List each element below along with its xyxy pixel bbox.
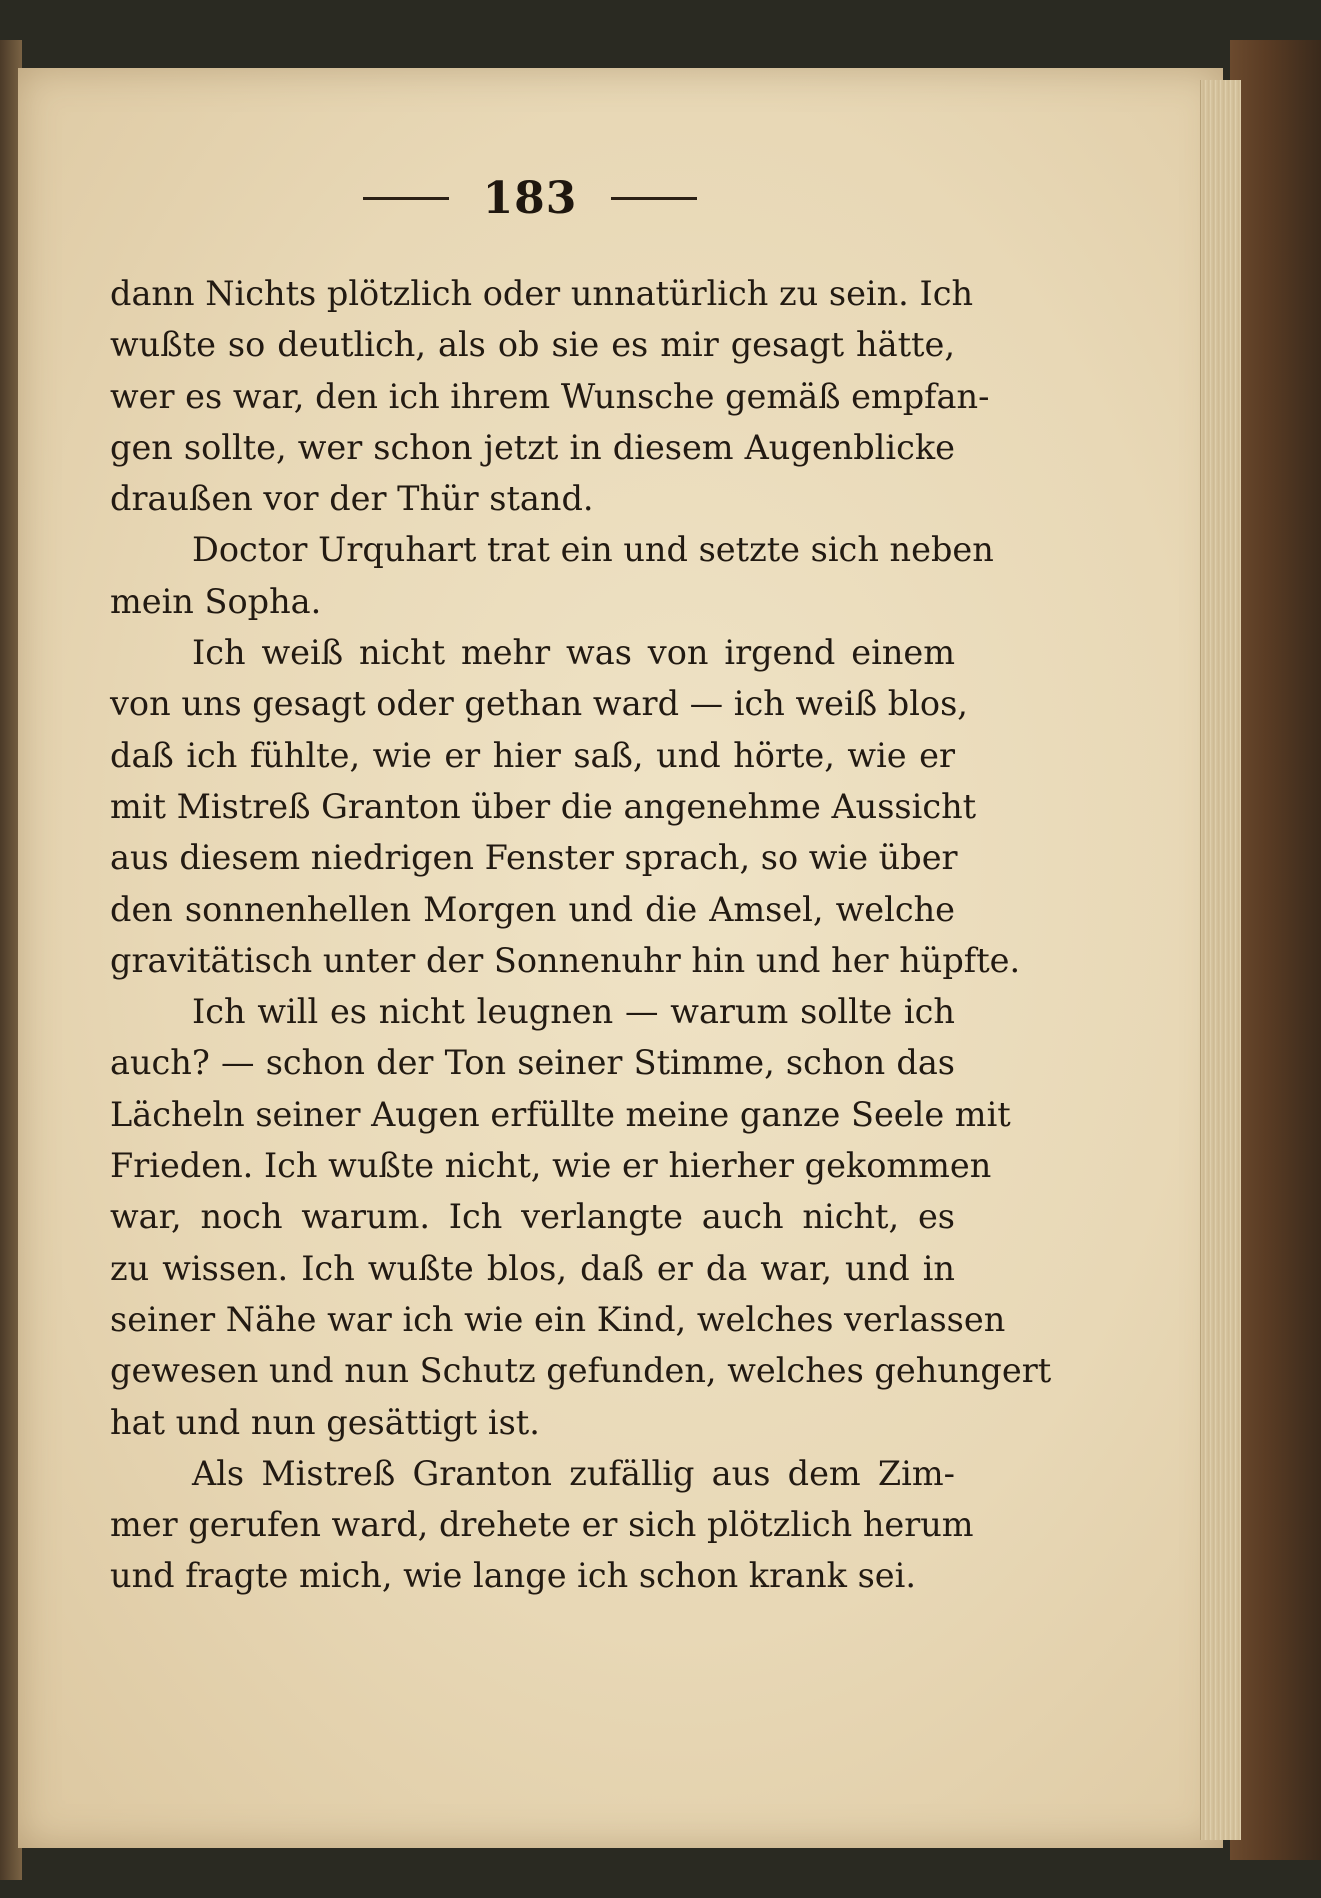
text-line: aus diesem niedrigen Fenster sprach, so wie über (110, 838, 958, 878)
page-header (340, 168, 720, 228)
page-number: 183 (482, 172, 578, 224)
header-rule-left (363, 197, 449, 200)
book-cover-edge (1230, 40, 1321, 1860)
text-line: wer es war, den ich ihrem Wunsche gemäß empfan- (110, 376, 990, 416)
header-rule-right (611, 197, 697, 200)
text-line: gewesen und nun Schutz gefunden, welches gehungert (110, 1351, 1052, 1391)
text-line: Als Mistreß Granton zufällig aus dem Zim- (192, 1453, 955, 1493)
text-line: auch? — schon der Ton seiner Stimme, schon das (110, 1043, 955, 1083)
text-line: Ich weiß nicht mehr was von irgend einem (192, 633, 955, 673)
text-line: von uns gesagt oder gethan ward — ich weiß blos, (110, 684, 968, 724)
text-line: gravitätisch unter der Sonnenuhr hin und her hüpfte. (110, 940, 1021, 980)
text-line: Frieden. Ich wußte nicht, wie er hierher gekommen (110, 1146, 992, 1186)
page-edges (1200, 80, 1241, 1840)
text-line: den sonnenhellen Morgen und die Amsel, welche (110, 889, 955, 929)
text-line: gen sollte, wer schon jetzt in diesem Augenblicke (110, 427, 955, 467)
text-line: mein Sopha. (110, 581, 322, 621)
text-line: Doctor Urquhart trat ein und setzte sich neben (192, 530, 994, 570)
text-line: Ich will es nicht leugnen — warum sollte ich (192, 992, 955, 1032)
text-line: daß ich fühlte, wie er hier saß, und hörte, wie er (110, 735, 955, 775)
text-line: und fragte mich, wie lange ich schon krank sei. (110, 1556, 916, 1596)
text-line: wußte so deutlich, als ob sie es mir gesagt hätte, (110, 325, 955, 365)
text-line: war, noch warum. Ich verlangte auch nicht, es (110, 1197, 955, 1237)
text-line: hat und nun gesättigt ist. (110, 1402, 540, 1442)
text-line: seiner Nähe war ich wie ein Kind, welches verlassen (110, 1299, 1006, 1339)
text-line: draußen vor der Thür stand. (110, 479, 594, 519)
text-line: dann Nichts plötzlich oder unnatürlich zu sein. Ich (110, 274, 974, 313)
text-line: mit Mistreß Granton über die angenehme Aussicht (110, 786, 977, 826)
text-line: mer gerufen ward, drehete er sich plötzlich herum (110, 1505, 974, 1545)
body-text (110, 268, 1052, 1602)
text-line: zu wissen. Ich wußte blos, daß er da war, und in (110, 1248, 955, 1288)
text-line: Lächeln seiner Augen erfüllte meine ganze Seele mit (110, 1094, 1011, 1134)
